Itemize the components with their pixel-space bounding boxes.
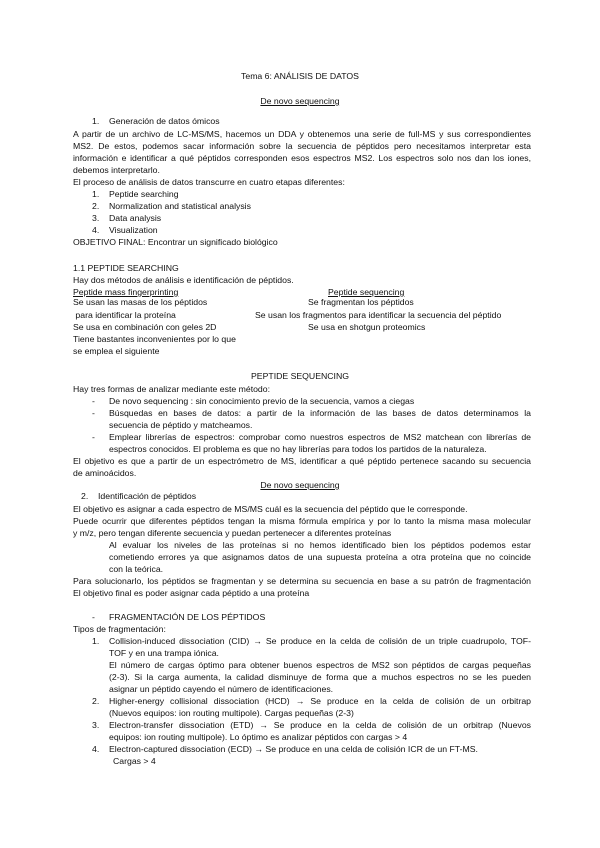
pseq-bullet-line: Búsquedas en bases de datos: a partir de la información de las bases de datos determinamos la xyxy=(109,408,531,418)
ps-left-line: Tiene bastantes inconvenientes por lo que xyxy=(73,334,236,344)
pseq-objective-line: de aminoácidos. xyxy=(73,468,137,478)
step-item: Data analysis xyxy=(109,213,162,223)
bullet-dash: - xyxy=(92,432,95,442)
ps-left-heading: Peptide mass fingerprinting xyxy=(73,287,179,297)
s2-line: Puede ocurrir que diferentes péptidos tengan la misma fórmula empírica y por lo tanto la misma masa molecular xyxy=(73,516,531,526)
step-number: 4. xyxy=(92,225,100,235)
pseq-bullet-line: De novo sequencing : sin conocimiento previo de la secuencia, vamos a ciegas xyxy=(109,396,415,406)
frag-item-number: 2. xyxy=(92,696,100,706)
ps-left-line: para identificar la proteína xyxy=(73,310,176,320)
pseq-bullet-line: secuencia de péptido y matcheamos. xyxy=(109,420,253,430)
frag-item-line: (Nuevos equipos: ion routing multipole). Cargas pequeñas (2-3) xyxy=(109,708,354,718)
s1-heading: Generación de datos ómicos xyxy=(109,116,220,126)
frag-item-line: Collision-induced dissociation (CID) → Se produce en la celda de colisión de un triple cuadrupolo, TOF- xyxy=(109,636,531,646)
frag-types-label: Tipos de fragmentación: xyxy=(73,624,166,634)
frag-item-line: TOF y en una trampa iónica. xyxy=(109,648,219,658)
s2-indent-line: cometiendo errores ya que asignamos datos de una supuesta proteína a otra proteína que no coincide xyxy=(109,552,531,562)
step-item: Visualization xyxy=(109,225,158,235)
step-number: 2. xyxy=(92,201,100,211)
ps-right-line: Se usan los fragmentos para identificar la secuencia del péptido xyxy=(255,310,502,320)
s1-process-intro: El proceso de análisis de datos transcurre en cuatro etapas diferentes: xyxy=(73,177,345,187)
s1-paragraph-line: MS2. De estos, podemos sacar información sobre la secuencia de péptidos pero necesitamos interpretar esta xyxy=(73,141,531,151)
frag-heading: FRAGMENTACIÓN DE LOS PÉPTIDOS xyxy=(109,612,266,622)
frag-item-number: 4. xyxy=(92,744,100,754)
s1-paragraph-line: debemos interpretarlo. xyxy=(73,165,160,175)
step-item: Peptide searching xyxy=(109,189,179,199)
bullet-dash: - xyxy=(92,408,95,418)
frag-item-line: (2-3). Si la carga aumenta, la calidad disminuye de forma que a muchos espectros no se les pueden xyxy=(109,672,531,682)
s1-paragraph-line: información e identificar a qué péptidos corresponden esos espectros MS2. Los espectros solo nos dan los iones, xyxy=(73,153,531,163)
step-number: 1. xyxy=(92,189,100,199)
s1-paragraph-line: A partir de un archivo de LC-MS/MS, hacemos un DDA y obtenemos una serie de full-MS y sus correspondientes xyxy=(73,129,531,139)
ps-left-line: se emplea el siguiente xyxy=(73,346,160,356)
s2-line: Para solucionarlo, los péptidos se fragmentan y se determina su secuencia en base a su patrón de fragmentación xyxy=(73,576,531,586)
frag-item-line: Higher-energy collisional dissociation (HCD) → Se produce en la celda de colisión de un orbitrap xyxy=(109,696,531,706)
ps-intro: Hay dos métodos de análisis e identificación de péptidos. xyxy=(73,275,294,285)
bullet-dash: - xyxy=(92,396,95,406)
s2-heading: Identificación de péptidos xyxy=(98,491,197,501)
s2-line: El objetivo es asignar a cada espectro de MS/MS cuál es la secuencia del péptido que le corresponde. xyxy=(73,504,468,514)
s2-indent-line: con la teórica. xyxy=(109,564,164,574)
s2-heading-number: 2. xyxy=(81,491,89,501)
frag-item-number: 1. xyxy=(92,636,100,646)
pseq-bullet-line: Emplear librerías de espectros: comprobar como nuestros espectros de MS2 matchean con librerías de xyxy=(109,432,531,442)
ps-right-line: Se usa en shotgun proteomics xyxy=(308,322,426,332)
frag-item-line: Electron-captured dissociation (ECD) → Se produce en una celda de colisión ICR de un FT-MS. xyxy=(109,744,478,754)
ps-heading: 1.1 PEPTIDE SEARCHING xyxy=(73,263,179,273)
s2-indent-line: Al evaluar los niveles de las proteínas si no hemos identificado bien los péptidos podemos estar xyxy=(109,540,531,550)
frag-item-number: 3. xyxy=(92,720,100,730)
frag-item-line: Electron-transfer dissociation (ETD) → Se produce en la celda de colisión de un orbitrap (Nuevos xyxy=(109,720,531,730)
ps-right-line: Se fragmentan los péptidos xyxy=(308,297,414,307)
pseq-bullet-line: espectros conocidos. El problema es que no hay librerías para todos los partidos de la naturaleza. xyxy=(109,444,487,454)
frag-item-line: asignar un péptido cayendo el número de identificaciones. xyxy=(109,684,334,694)
s2-line: El objetivo final es poder asignar cada péptido a una proteína xyxy=(73,588,310,598)
frag-item-line: El número de cargas óptimo para obtener buenos espectros de MS2 son péptidos de cargas pequeñas xyxy=(109,660,531,670)
ps-left-line: Se usa en combinación con geles 2D xyxy=(73,322,217,332)
pseq-intro: Hay tres formas de analizar mediante este método: xyxy=(73,384,271,394)
page-title: Tema 6: ANÁLISIS DE DATOS xyxy=(241,71,359,81)
pseq-heading: PEPTIDE SEQUENCING xyxy=(251,371,349,381)
pseq-objective-line: El objetivo es que a partir de un espectrómetro de MS, identificar a qué péptido pertenece sacando su secuencia xyxy=(73,456,531,466)
frag-item-line: Cargas > 4 xyxy=(113,756,156,766)
ps-left-line: Se usan las masas de los péptidos xyxy=(73,297,208,307)
step-number: 3. xyxy=(92,213,100,223)
s2-line: y m/z, pero tengan diferente secuencia y puedan pertenecer a diferentes proteínas xyxy=(73,528,392,538)
section-heading: De novo sequencing xyxy=(260,96,340,106)
s1-objective: OBJETIVO FINAL: Encontrar un significado biológico xyxy=(73,237,278,247)
ps-right-heading: Peptide sequencing xyxy=(328,287,405,297)
s2-subheading: De novo sequencing xyxy=(260,480,340,490)
bullet-dash: - xyxy=(92,612,95,622)
frag-item-line: equipos: ion routing multipole). Lo óptimo es analizar péptidos con cargas > 4 xyxy=(109,732,408,742)
step-item: Normalization and statistical analysis xyxy=(109,201,251,211)
s1-heading-number: 1. xyxy=(92,116,100,126)
